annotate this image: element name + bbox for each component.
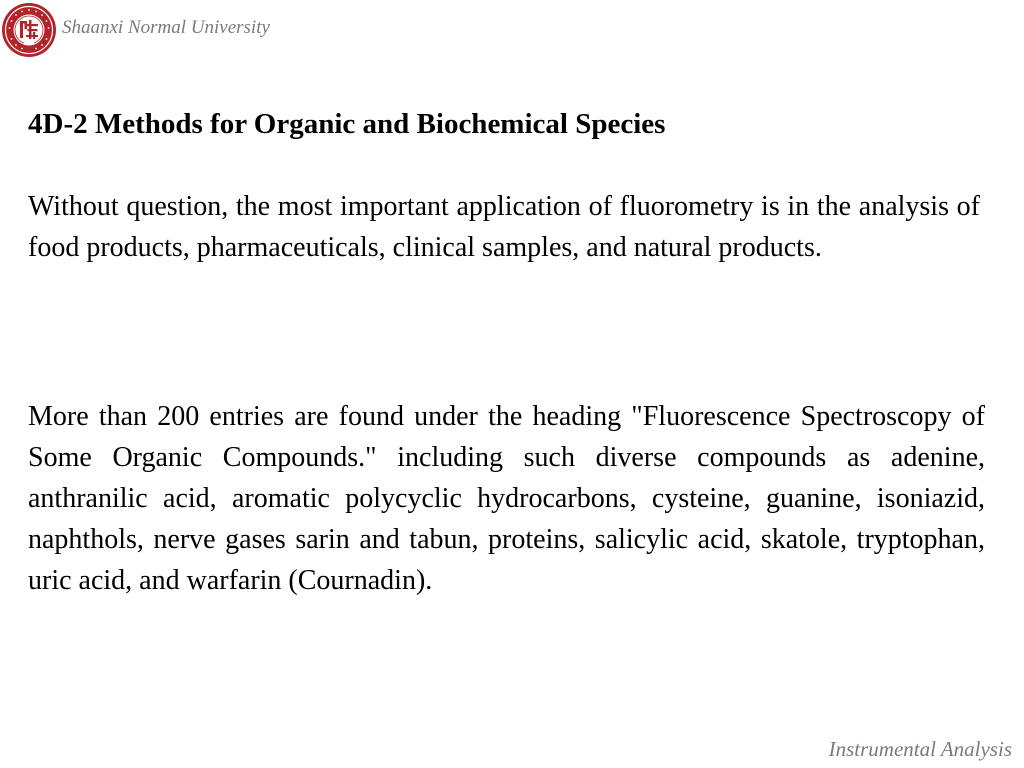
course-footer-label: Instrumental Analysis <box>828 737 1012 761</box>
university-name: Shaanxi Normal University <box>62 17 270 38</box>
slide-header <box>0 0 1024 60</box>
slide-heading: 4D-2 Methods for Organic and Biochemical Species <box>28 108 666 140</box>
body-paragraph-1: Without question, the most important application of fluorometry is in the analysis of food products, pharmaceuticals, clinical samples, and natural products. <box>28 191 980 263</box>
university-seal-icon <box>1 2 57 58</box>
body-paragraph-2: More than 200 entries are found under the heading "Fluorescence Spectroscopy of Some Organic Compounds." including such diverse compounds as adenine, anthranilic acid, aromatic polycyclic hydrocarbons, cysteine, guanine, isoniazid, naphthols, nerve gases sarin and tabun, proteins, salicylic acid, skatole, tryptophan, uric acid, and warfarin (Cournadin). <box>28 401 985 596</box>
